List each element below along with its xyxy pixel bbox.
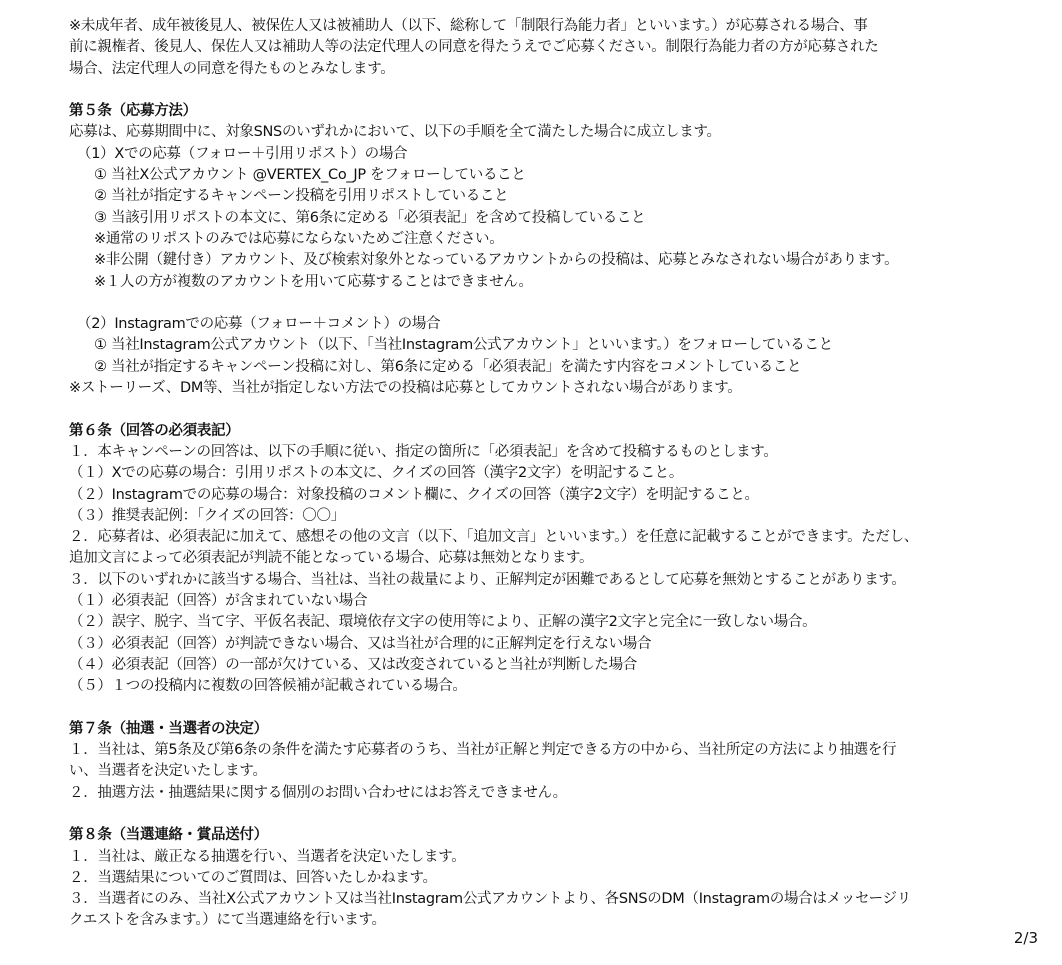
instagram-entry-item: ② 当社が指定するキャンペーン投稿に対し、第6条に定める「必須表記」を満たす内容をコメントしていること <box>94 358 802 375</box>
article-6-heading: 第６条（回答の必須表記） <box>69 422 240 439</box>
article-6-line: ３．以下のいずれかに該当する場合、当社は、当社の裁量により、正解判定が困難であるとして応募を無効とすることがあります。 <box>69 571 906 588</box>
intro-line: 場合、法定代理人の同意を得たものとみなします。 <box>69 60 395 77</box>
article-6-line: （３）必須表記（回答）が判読できない場合、又は当社が合理的に正解判定を行えない場合 <box>69 635 652 652</box>
article-6-line: ２．応募者は、必須表記に加えて、感想その他の文言（以下、「追加文言」といいます。）を任意に記載することができます。ただし、 <box>69 529 919 546</box>
x-entry-note: ※非公開（鍵付き）アカウント、及び検索対象外となっているアカウントからの投稿は、応募とみなされない場合があります。 <box>94 252 899 269</box>
article-8-line: １．当社は、厳正なる抽選を行い、当選者を決定いたします。 <box>69 848 466 865</box>
x-entry-item: ① 当社X公式アカウント @VERTEX_Co_JP をフォローしていること <box>94 167 526 184</box>
article-8-line: ２．当選結果についてのご質問は、回答いたしかねます。 <box>69 869 437 886</box>
article-7-heading: 第７条（抽選・当選者の決定） <box>69 720 268 737</box>
x-entry-title: （1）Xでの応募（フォロー＋引用リポスト）の場合 <box>77 145 408 162</box>
article-5-note: ※ストーリーズ、DM等、当社が指定しない方法での投稿は応募としてカウントされない場合があります。 <box>69 380 742 397</box>
article-6-line: （１）Xでの応募の場合：引用リポストの本文に、クイズの回答（漢字2文字）を明記すること。 <box>69 465 684 482</box>
intro-line: ※未成年者、成年被後見人、被保佐人又は被補助人（以下、総称して「制限行為能力者」といいます。）が応募される場合、事 <box>69 18 868 34</box>
x-entry-item: ③ 当該引用リポストの本文に、第6条に定める「必須表記」を含めて投稿していること <box>94 209 646 226</box>
article-8-line: ３．当選者にのみ、当社X公式アカウント又は当社Instagram公式アカウントより、各SNSのDM（Instagramの場合はメッセージリ <box>69 891 911 908</box>
instagram-entry-title: （2）Instagramでの応募（フォロー＋コメント）の場合 <box>77 316 441 333</box>
article-7-line: い、当選者を決定いたします。 <box>69 763 267 780</box>
intro-line: 前に親権者、後見人、保佐人又は補助人等の法定代理人の同意を得たうえでご応募ください。制限行為能力者の方が応募された <box>69 39 879 56</box>
page-number: 2/3 <box>1013 929 1038 947</box>
article-6-line: （１）必須表記（回答）が含まれていない場合 <box>69 593 368 610</box>
article-5-heading: 第５条（応募方法） <box>69 103 197 120</box>
x-entry-note: ※通常のリポストのみでは応募にならないためご注意ください。 <box>94 230 504 247</box>
article-6-line: （３）推奨表記例：「クイズの回答：〇〇」 <box>69 507 345 524</box>
article-8-line: クエストを含みます。）にて当選連絡を行います。 <box>69 912 386 929</box>
article-7-line: ２．抽選方法・抽選結果に関する個別のお問い合わせにはお答えできません。 <box>69 784 567 801</box>
article-6-line: （４）必須表記（回答）の一部が欠けている、又は改変されていると当社が判断した場合 <box>69 656 637 673</box>
instagram-entry-item: ① 当社Instagram公式アカウント（以下、「当社Instagram公式アカウント」といいます。）をフォローしていること <box>94 337 833 354</box>
x-entry-note: ※１人の方が複数のアカウントを用いて応募することはできません。 <box>94 273 533 290</box>
article-7-line: １．当社は、第5条及び第6条の条件を満たす応募者のうち、当社が正解と判定できる方の中から、当社所定の方法により抽選を行 <box>69 742 897 759</box>
article-6-line: 追加文言によって必須表記が判読不能となっている場合、応募は無効となります。 <box>69 550 594 567</box>
article-6-line: （５）１つの投稿内に複数の回答候補が記載されている場合。 <box>69 678 467 695</box>
article-6-line: １．本キャンペーンの回答は、以下の手順に従い、指定の箇所に「必須表記」を含めて投稿するものとします。 <box>69 443 778 460</box>
article-6-line: （２）誤字、脱字、当て字、平仮名表記、環境依存文字の使用等により、正解の漢字2文字と完全に一致しない場合。 <box>69 614 817 631</box>
document-body <box>69 16 999 932</box>
x-entry-item: ② 当社が指定するキャンペーン投稿を引用リポストしていること <box>94 188 509 205</box>
article-6-line: （２）Instagramでの応募の場合：対象投稿のコメント欄に、クイズの回答（漢字2文字）を明記すること。 <box>69 486 759 503</box>
article-8-heading: 第８条（当選連絡・賞品送付） <box>69 827 268 844</box>
article-5-lead: 応募は、応募期間中に、対象SNSのいずれかにおいて、以下の手順を全て満たした場合に成立します。 <box>69 124 721 141</box>
